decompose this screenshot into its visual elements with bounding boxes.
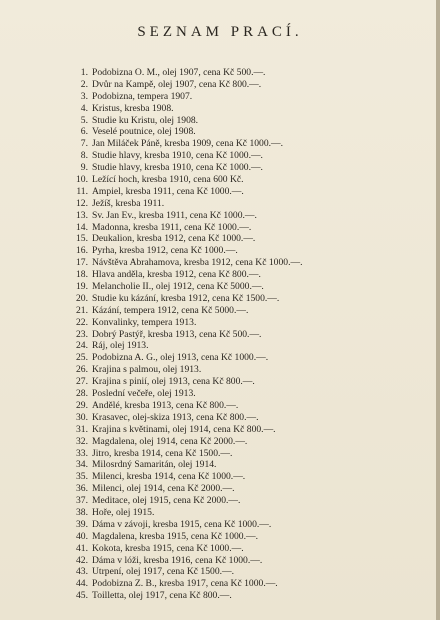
- work-description: Dáma v lóži, kresba 1916, cena Kč 1000.—.: [92, 554, 263, 566]
- work-number: 42.: [76, 554, 88, 566]
- work-number: 20.: [76, 292, 88, 304]
- work-item: [54, 376, 414, 388]
- work-item: [54, 483, 414, 495]
- work-item: [54, 578, 414, 590]
- work-description: Melancholie II., olej 1912, cena Kč 5000.—.: [92, 281, 264, 293]
- work-description: Ampiel, kresba 1911, cena Kč 1000.—.: [92, 185, 244, 197]
- work-number: 1.: [80, 67, 88, 78]
- work-item: [54, 281, 414, 293]
- work-item: [54, 305, 414, 317]
- work-item: [54, 471, 414, 483]
- work-item: [54, 233, 414, 245]
- work-item: [54, 293, 414, 305]
- work-item: [54, 138, 414, 150]
- work-description: Krajina s pinií, olej 1913, cena Kč 800.—.: [92, 376, 255, 388]
- work-number: 3.: [80, 90, 88, 102]
- work-number: 30.: [76, 411, 88, 423]
- work-item: [54, 364, 414, 376]
- work-item: [54, 448, 414, 460]
- work-number: 31.: [76, 423, 88, 435]
- work-description: Toilletta, olej 1917, cena Kč 800.—.: [92, 590, 232, 602]
- work-description: Konvalinky, tempera 1913.: [92, 316, 197, 328]
- work-description: Sv. Jan Ev., kresba 1911, cena Kč 1000.—.: [92, 209, 257, 221]
- work-number: 10.: [76, 174, 88, 186]
- work-item: [54, 79, 414, 91]
- work-description: Dobrý Pastýř, kresba 1913, cena Kč 500.—.: [92, 328, 262, 340]
- work-item: [54, 424, 414, 436]
- work-item: [54, 67, 414, 79]
- work-description: Jan Miláček Páně, kresba 1909, cena Kč 1000.—.: [92, 138, 284, 150]
- work-number: 24.: [76, 340, 88, 352]
- work-item: [54, 340, 414, 352]
- work-number: 18.: [76, 269, 88, 281]
- work-description: Veselé poutnice, olej 1908.: [92, 126, 196, 138]
- work-item: [54, 245, 414, 257]
- work-number: 12.: [76, 197, 88, 209]
- work-description: Milenci, olej 1914, cena Kč 2000.—.: [92, 483, 235, 495]
- work-number: 11.: [76, 185, 88, 197]
- work-description: Podobizna, tempera 1907.: [92, 90, 193, 102]
- work-description: Dvůr na Kampě, olej 1907, cena Kč 800.—.: [92, 78, 262, 90]
- work-description: Kázání, tempera 1912, cena Kč 5000.—.: [92, 304, 249, 316]
- work-number: 8.: [80, 150, 88, 162]
- work-description: Deukalion, kresba 1912, cena Kč 1000.—.: [92, 233, 256, 245]
- work-description: Podobizna A. G., olej 1913, cena Kč 1000.—.: [92, 352, 269, 364]
- work-item: [54, 507, 414, 519]
- work-description: Krajina s květinami, olej 1914, cena Kč 800.—.: [92, 423, 276, 435]
- work-number: 34.: [76, 459, 88, 471]
- work-number: 41.: [76, 542, 88, 554]
- work-number: 13.: [76, 209, 88, 221]
- work-number: 17.: [76, 257, 88, 269]
- work-item: [54, 174, 414, 186]
- work-description: Madonna, kresba 1911, cena Kč 1000.—.: [92, 221, 252, 233]
- work-description: Meditace, olej 1915, cena Kč 2000.—.: [92, 495, 241, 507]
- work-number: 32.: [76, 435, 88, 447]
- work-number: 37.: [76, 495, 88, 507]
- work-description: Podobizna O. M., olej 1907, cena Kč 500.—.: [92, 67, 266, 78]
- work-item: [54, 352, 414, 364]
- work-number: 33.: [76, 447, 88, 459]
- work-item: [54, 198, 414, 210]
- work-description: Kristus, kresba 1908.: [92, 102, 174, 114]
- work-number: 19.: [76, 281, 88, 293]
- work-description: Magdalena, olej 1914, cena Kč 2000.—.: [92, 435, 248, 447]
- work-item: [54, 222, 414, 234]
- work-description: Kokota, kresba 1915, cena Kč 1000.—.: [92, 542, 244, 554]
- work-number: 39.: [76, 518, 88, 530]
- work-number: 43.: [76, 566, 88, 578]
- work-number: 45.: [76, 590, 88, 602]
- work-description: Dáma v závoji, kresba 1915, cena Kč 1000.—.: [92, 518, 272, 530]
- work-number: 7.: [80, 138, 88, 150]
- work-number: 36.: [76, 483, 88, 495]
- work-number: 23.: [76, 328, 88, 340]
- work-description: Utrpení, olej 1917, cena Kč 1500.—.: [92, 566, 235, 578]
- work-item: [54, 150, 414, 162]
- work-number: 6.: [80, 126, 88, 138]
- work-number: 21.: [76, 304, 88, 316]
- work-item: [54, 412, 414, 424]
- work-item: [54, 519, 414, 531]
- work-item: [54, 186, 414, 198]
- work-item: [54, 388, 414, 400]
- work-item: [54, 126, 414, 138]
- work-number: 2.: [80, 78, 88, 90]
- work-description: Jitro, kresba 1914, cena Kč 1500.—.: [92, 447, 233, 459]
- work-description: Hlava anděla, kresba 1912, cena Kč 800.—.: [92, 269, 261, 281]
- work-description: Ležící hoch, kresba 1910, cena 600 Kč.: [92, 174, 244, 186]
- work-number: 15.: [76, 233, 88, 245]
- work-number: 26.: [76, 364, 88, 376]
- work-description: Krajina s palmou, olej 1913.: [92, 364, 202, 376]
- work-number: 29.: [76, 399, 88, 411]
- work-number: 16.: [76, 245, 88, 257]
- work-item: [54, 436, 414, 448]
- work-description: Krasavec, olej-skiza 1913, cena Kč 800.—.: [92, 411, 259, 423]
- work-item: [54, 555, 414, 567]
- work-item: [54, 269, 414, 281]
- work-number: 28.: [76, 388, 88, 400]
- work-item: [54, 329, 414, 341]
- work-item: [54, 495, 414, 507]
- work-number: 9.: [80, 162, 88, 174]
- work-description: Andělé, kresba 1913, cena Kč 800.—.: [92, 399, 239, 411]
- work-item: [54, 91, 414, 103]
- work-number: 27.: [76, 376, 88, 388]
- work-number: 4.: [80, 102, 88, 114]
- work-description: Studie hlavy, kresba 1910, cena Kč 1000.—.: [92, 162, 263, 174]
- work-number: 35.: [76, 471, 88, 483]
- work-item: [54, 103, 414, 115]
- work-item: [54, 210, 414, 222]
- work-description: Podobizna Z. B., kresba 1917, cena Kč 1000.—.: [92, 578, 278, 590]
- work-item: [54, 317, 414, 329]
- work-description: Milosrdný Samaritán, olej 1914.: [92, 459, 217, 471]
- work-item: [54, 459, 414, 471]
- work-description: Milenci, kresba 1914, cena Kč 1000.—.: [92, 471, 246, 483]
- work-number: 14.: [76, 221, 88, 233]
- work-description: Studie ku Kristu, olej 1908.: [92, 114, 199, 126]
- work-item: [54, 531, 414, 543]
- work-number: 25.: [76, 352, 88, 364]
- work-item: [54, 400, 414, 412]
- page-edge: [436, 0, 440, 620]
- work-number: 40.: [76, 530, 88, 542]
- work-number: 5.: [80, 114, 88, 126]
- work-item: [54, 566, 414, 578]
- work-number: 44.: [76, 578, 88, 590]
- work-description: Ježíš, kresba 1911.: [92, 197, 165, 209]
- work-item: [54, 162, 414, 174]
- work-description: Ráj, olej 1913.: [92, 340, 149, 352]
- work-description: Poslední večeře, olej 1913.: [92, 388, 196, 400]
- work-item: [54, 590, 414, 602]
- work-number: 38.: [76, 506, 88, 518]
- work-item: [54, 115, 414, 127]
- work-description: Studie hlavy, kresba 1910, cena Kč 1000.—.: [92, 150, 263, 162]
- work-number: 22.: [76, 316, 88, 328]
- page-title: SEZNAM PRACÍ.: [137, 24, 303, 40]
- work-description: Magdalena, kresba 1915, cena Kč 1000.—.: [92, 530, 258, 542]
- work-description: Pyrha, kresba 1912, cena Kč 1000.—.: [92, 245, 238, 257]
- work-item: [54, 257, 414, 269]
- work-description: Hoře, olej 1915.: [92, 506, 155, 518]
- work-description: Studie ku kázání, kresba 1912, cena Kč 1500.—.: [92, 292, 280, 304]
- work-item: [54, 543, 414, 555]
- works-list: [54, 67, 414, 602]
- work-description: Návštěva Abrahamova, kresba 1912, cena Kč 1000.—.: [92, 257, 303, 269]
